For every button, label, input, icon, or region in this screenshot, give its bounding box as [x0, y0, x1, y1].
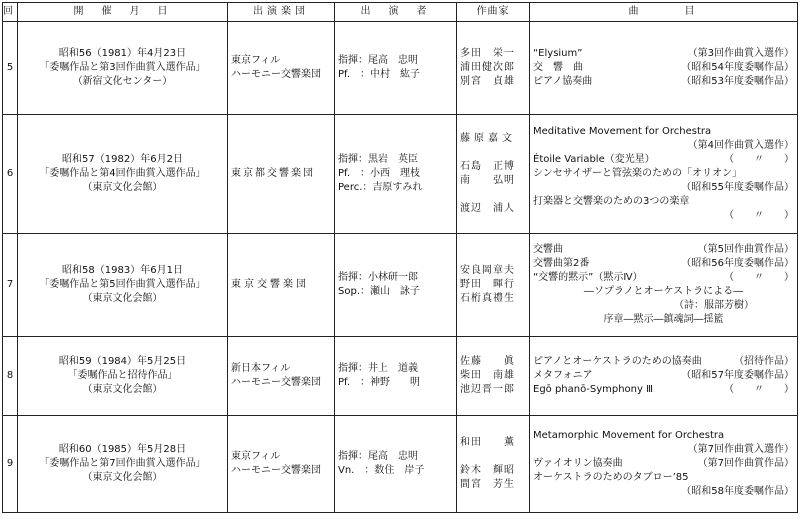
- row-number: 9: [3, 416, 18, 513]
- concert-history-table: [2, 2, 798, 513]
- row-number: 8: [3, 337, 18, 416]
- work-subtitle: ―ソプラノとオーケストラによる―: [583, 286, 744, 297]
- composers-cell: [457, 115, 530, 234]
- orchestra-line: ハーモニー交響楽団: [231, 69, 321, 80]
- date-cell: [18, 337, 228, 416]
- composer-name: 池辺晋一郎: [460, 384, 515, 395]
- date-cell: [18, 22, 228, 115]
- work-title: “交響的黙示”（黙示Ⅳ）: [533, 272, 643, 283]
- composer-name: 柴田 南雄: [460, 370, 515, 381]
- header-row: [3, 3, 798, 22]
- composer-name: 藤原嘉文: [460, 133, 516, 144]
- performer-line: 指揮：小林研一郎: [338, 272, 418, 283]
- venue: （新宿文化センター）: [72, 76, 173, 87]
- composer-name: 間宮 芳生: [460, 479, 515, 490]
- composers-cell: [457, 416, 530, 513]
- performer-line: Sop.：瀬山 詠子: [338, 286, 420, 297]
- performer-line: 指揮：尾高 忠明: [338, 451, 418, 462]
- work-entry: [533, 383, 794, 397]
- work-entry: [533, 47, 794, 61]
- work-title: Étoile Variable（変光星）: [533, 154, 655, 165]
- table-row: [3, 115, 798, 234]
- composer-name: 浦田健次郎: [460, 62, 515, 73]
- composer-spacer: [460, 450, 526, 464]
- performer-line: Vn. ：数住 岸子: [338, 465, 425, 476]
- work-title: 打楽器と交響楽のための3つの楽章: [533, 196, 690, 207]
- work-title: シンセサイザーと管弦楽のための「オリオン」: [533, 168, 742, 179]
- composer-name: 和田 薫: [460, 437, 515, 448]
- composer-spacer: [460, 146, 526, 160]
- composer-spacer: [460, 188, 526, 202]
- composer-name: 多田 栄一: [460, 48, 515, 59]
- work-title: 交 響 曲: [533, 62, 583, 73]
- date-text: 昭和58（1983）年6月1日: [62, 265, 183, 276]
- work-title: Egō phanō-Symphony Ⅲ: [533, 384, 653, 395]
- work-title: ピアノとオーケストラのための協奏曲: [533, 356, 702, 367]
- composer-name: 鈴木 輝昭: [460, 465, 515, 476]
- venue: （東京文化会館）: [82, 182, 163, 193]
- works-cell: [530, 22, 798, 115]
- work-note: （招待作品）: [734, 356, 794, 367]
- concert-title: 「委嘱作品と第4回作曲賞入選作品」: [39, 168, 206, 179]
- work-note: （昭和54年度委嘱作品）: [681, 62, 794, 73]
- composer-name: 佐藤 眞: [460, 356, 515, 367]
- work-note: （第7回作曲賞作品）: [697, 458, 794, 469]
- orchestra-cell: [228, 337, 335, 416]
- performer-line: Pf. ：中村 紘子: [338, 69, 421, 80]
- performer-line: Pf. ：小西 理枝: [338, 168, 421, 179]
- work-note: （第5回作曲賞作品）: [697, 244, 794, 255]
- date-cell: [18, 115, 228, 234]
- work-note: （第7回作曲賞入選作）: [687, 444, 794, 455]
- date-cell: [18, 234, 228, 337]
- work-note: （第3回作曲賞入選作）: [687, 48, 794, 59]
- composer-name: 野田 暉行: [460, 279, 515, 290]
- venue: （東京文化会館）: [82, 384, 163, 395]
- works-cell: [530, 416, 798, 513]
- work-note: （昭和53年度委嘱作品）: [681, 76, 794, 87]
- performer-line: 指揮：黒岩 英臣: [338, 154, 418, 165]
- concert-title: 「委嘱作品と第7回作曲賞入選作品」: [39, 458, 206, 469]
- row-number: 5: [3, 22, 18, 115]
- orchestra-cell: [228, 234, 335, 337]
- work-note: （第4回作曲賞入選作）: [687, 140, 794, 151]
- header-orchestra: 出演楽団: [228, 3, 335, 22]
- orchestra-cell: [228, 115, 335, 234]
- work-title: 交響曲第2番: [533, 258, 590, 269]
- work-entry: [533, 457, 794, 471]
- work-note: （ 〃 ）: [724, 272, 794, 283]
- concert-title: 「委嘱作品と第5回作曲賞入選作品」: [39, 279, 206, 290]
- concert-title: 「委嘱作品と招待作品」: [67, 370, 178, 381]
- date-text: 昭和59（1984）年5月25日: [58, 356, 187, 367]
- composers-cell: [457, 337, 530, 416]
- orchestra-line: 東京交響楽団: [231, 279, 309, 290]
- work-entry: [533, 369, 794, 383]
- concert-title: 「委嘱作品と第3回作曲賞入選作品」: [39, 62, 206, 73]
- work-title: 交響曲: [533, 244, 563, 255]
- works-cell: [530, 337, 798, 416]
- work-note: （昭和58年度委嘱作品）: [681, 486, 794, 497]
- performers-cell: [335, 337, 457, 416]
- works-cell: [530, 115, 798, 234]
- table-row: [3, 22, 798, 115]
- work-entry: [533, 61, 794, 75]
- orchestra-line: 東京フィル: [231, 55, 281, 66]
- composer-name: 南 弘明: [460, 175, 515, 186]
- date-cell: [18, 416, 228, 513]
- orchestra-cell: [228, 22, 335, 115]
- performers-cell: [335, 22, 457, 115]
- composer-name: 石桁真禮生: [460, 293, 515, 304]
- work-note: （昭和57年度委嘱作品）: [681, 370, 794, 381]
- performers-cell: [335, 416, 457, 513]
- work-entry: [533, 257, 794, 271]
- composer-name: 石島 正博: [460, 161, 515, 172]
- performer-line: Perc.：吉原すみれ: [338, 182, 423, 193]
- header-no: 回: [3, 3, 18, 22]
- work-movements: 序章―黙示―鎮魂詞―揺籃: [603, 314, 724, 325]
- composers-cell: [457, 234, 530, 337]
- work-title: Meditative Movement for Orchestra: [533, 126, 712, 137]
- date-text: 昭和56（1981）年4月23日: [58, 48, 187, 59]
- work-entry: [533, 243, 794, 257]
- work-entry: [533, 153, 794, 167]
- row-number: 7: [3, 234, 18, 337]
- work-title: Metamorphic Movement for Orchestra: [533, 430, 725, 441]
- composer-name: 渡辺 浦人: [460, 203, 515, 214]
- work-title: メタフォニア: [533, 370, 593, 381]
- work-entry: [533, 271, 794, 285]
- table-row: [3, 416, 798, 513]
- work-note: （ 〃 ）: [724, 210, 794, 221]
- work-entry: [533, 355, 794, 369]
- header-date: 開 催 月 日: [18, 3, 228, 22]
- composers-cell: [457, 22, 530, 115]
- orchestra-line: 新日本フィル: [231, 363, 291, 374]
- performers-cell: [335, 115, 457, 234]
- orchestra-cell: [228, 416, 335, 513]
- work-note: （昭和55年度委嘱作品）: [681, 182, 794, 193]
- work-poem-credit: （詩：服部芳樹）: [674, 300, 754, 311]
- work-title: “Elysium”: [533, 48, 583, 59]
- orchestra-line: ハーモニー交響楽団: [231, 465, 321, 476]
- performer-line: 指揮：井上 道義: [338, 363, 418, 374]
- orchestra-line: 東京フィル: [231, 451, 281, 462]
- work-note: （ 〃 ）: [724, 154, 794, 165]
- header-performers: 出 演 者: [335, 3, 457, 22]
- orchestra-line: 東京都交響楽団: [231, 168, 315, 179]
- performers-cell: [335, 234, 457, 337]
- header-works: 曲 目: [530, 3, 798, 22]
- work-note: （昭和56年度委嘱作品）: [681, 258, 794, 269]
- venue: （東京文化会館）: [82, 293, 163, 304]
- table-row: [3, 234, 798, 337]
- performer-line: 指揮：尾高 忠明: [338, 55, 418, 66]
- work-title: オーケストラのためのタブロー’85: [533, 472, 689, 483]
- work-entry: [533, 75, 794, 89]
- header-composer: 作曲家: [457, 3, 530, 22]
- date-text: 昭和60（1985）年5月28日: [58, 444, 187, 455]
- venue: （東京文化会館）: [82, 472, 163, 483]
- work-title: ヴァイオリン協奏曲: [533, 458, 623, 469]
- table-row: [3, 337, 798, 416]
- works-cell: [530, 234, 798, 337]
- work-title: ピアノ協奏曲: [533, 76, 593, 87]
- work-note: （ 〃 ）: [724, 384, 794, 395]
- composer-name: 安良岡章夫: [460, 265, 515, 276]
- date-text: 昭和57（1982）年6月2日: [62, 154, 183, 165]
- orchestra-line: ハーモニー交響楽団: [231, 377, 321, 388]
- composer-name: 別宮 貞雄: [460, 76, 515, 87]
- row-number: 6: [3, 115, 18, 234]
- performer-line: Pf. ：神野 明: [338, 377, 421, 388]
